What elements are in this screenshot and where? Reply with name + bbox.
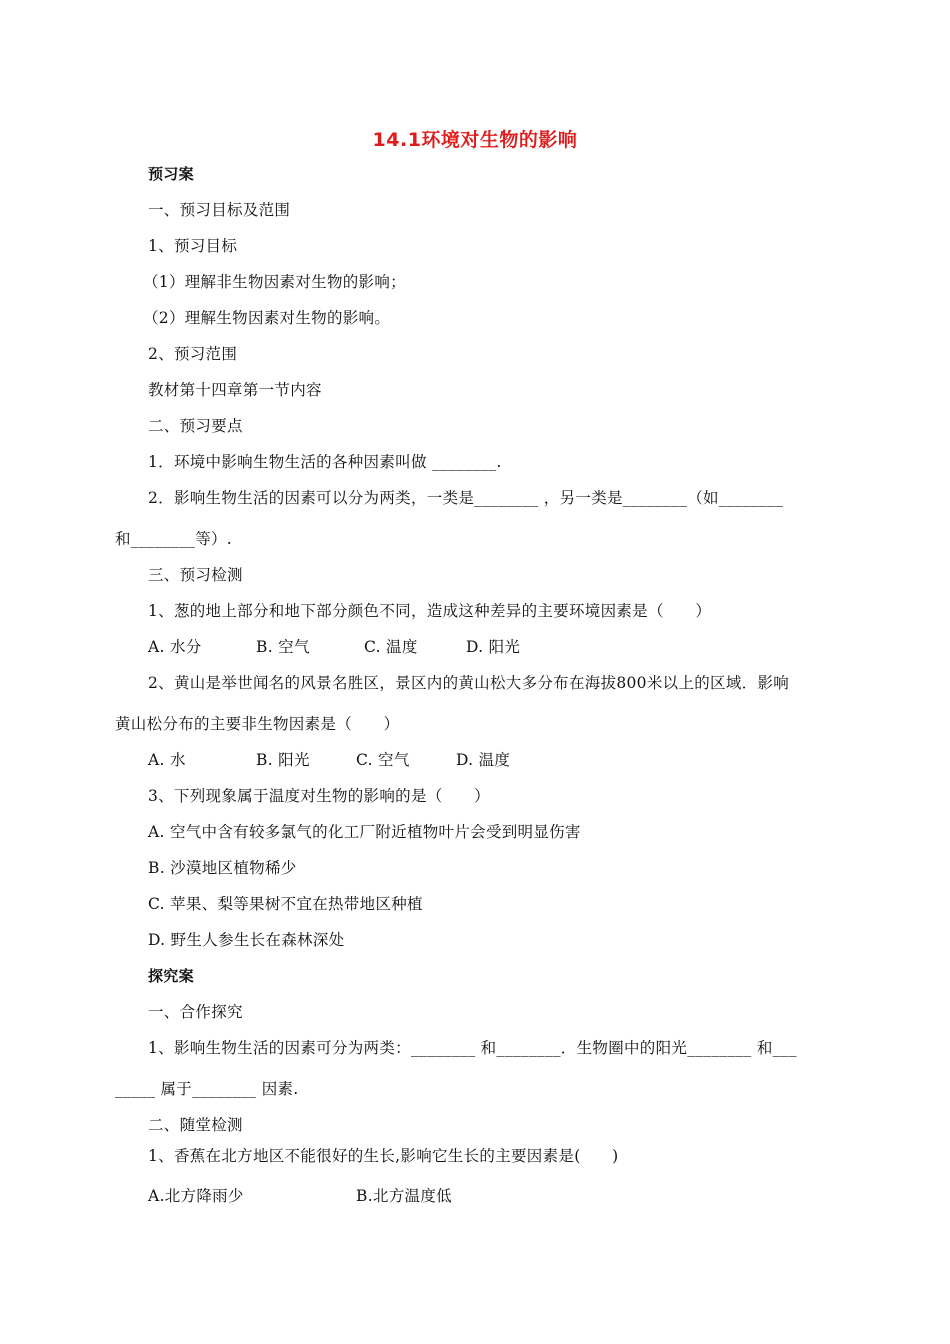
point-1: 1．环境中影响生物生活的各种因素叫做 ________. [148,453,502,471]
question-2-line-2: 黄山松分布的主要非生物因素是（ ） [115,715,400,733]
question-1-option-c: C. 温度 [364,638,418,656]
goal-item-1: （1）理解非生物因素对生物的影响； [143,273,406,291]
point-2-line-2: 和________等）. [115,530,233,548]
question-1: 1、葱的地上部分和地下部分颜色不同，造成这种差异的主要环境因素是（ ） [148,602,712,620]
question-2-option-d: D. 温度 [456,751,511,769]
question-3-option-c: C. 苹果、梨等果树不宜在热带地区种植 [148,895,423,913]
page-title: 14.1环境对生物的影响 [372,129,578,151]
question-3: 3、下列现象属于温度对生物的影响的是（ ） [148,787,490,805]
question-1-options [148,637,520,657]
goal-item-2: （2）理解生物因素对生物的影响。 [143,309,391,327]
explore-heading: 探究案 [148,967,194,985]
explore-section-1: 一、合作探究 [148,1003,243,1021]
question-3-option-d: D. 野生人参生长在森林深处 [148,931,345,949]
scope-title: 2、预习范围 [148,345,238,363]
goal-title: 1、预习目标 [148,237,238,255]
question-1-option-a: A. 水分 [148,638,202,656]
question-2-line-1: 2、黄山是举世闻名的风景名胜区，景区内的黄山松大多分布在海拔800米以上的区域．影响 [148,674,790,692]
question-2-option-c: C. 空气 [356,751,410,769]
question-1-option-d: D. 阳光 [466,638,521,656]
explore-item-1-line-2: _____ 属于________ 因素. [115,1080,299,1098]
question-2-options [148,750,510,770]
preview-section-3: 三、预习检测 [148,566,243,584]
preview-section-1: 一、预习目标及范围 [148,201,291,219]
preview-heading: 预习案 [148,165,194,183]
check-question-1-option-a: A.北方降雨少 [148,1187,244,1205]
question-2-option-a: A. 水 [148,751,186,769]
question-2-option-b: B. 阳光 [256,751,310,769]
question-3-option-a: A. 空气中含有较多氯气的化工厂附近植物叶片会受到明显伤害 [148,823,581,841]
preview-section-2: 二、预习要点 [148,417,243,435]
explore-section-2: 二、随堂检测 [148,1116,243,1134]
check-question-1-options [148,1186,452,1206]
question-1-option-b: B. 空气 [256,638,310,656]
explore-item-1-line-1: 1、影响生物生活的因素可分为两类：________ 和________．生物圈中的阳光________ 和___ [148,1039,797,1057]
scope-text: 教材第十四章第一节内容 [148,381,322,399]
check-question-1-option-b: B.北方温度低 [356,1187,452,1205]
check-question-1: 1、香蕉在北方地区不能很好的生长,影响它生长的主要因素是( ) [148,1147,619,1165]
point-2-line-1: 2．影响生物生活的因素可以分为两类，一类是________ ，另一类是________（如________ [148,489,784,507]
question-3-option-b: B. 沙漠地区植物稀少 [148,859,297,877]
